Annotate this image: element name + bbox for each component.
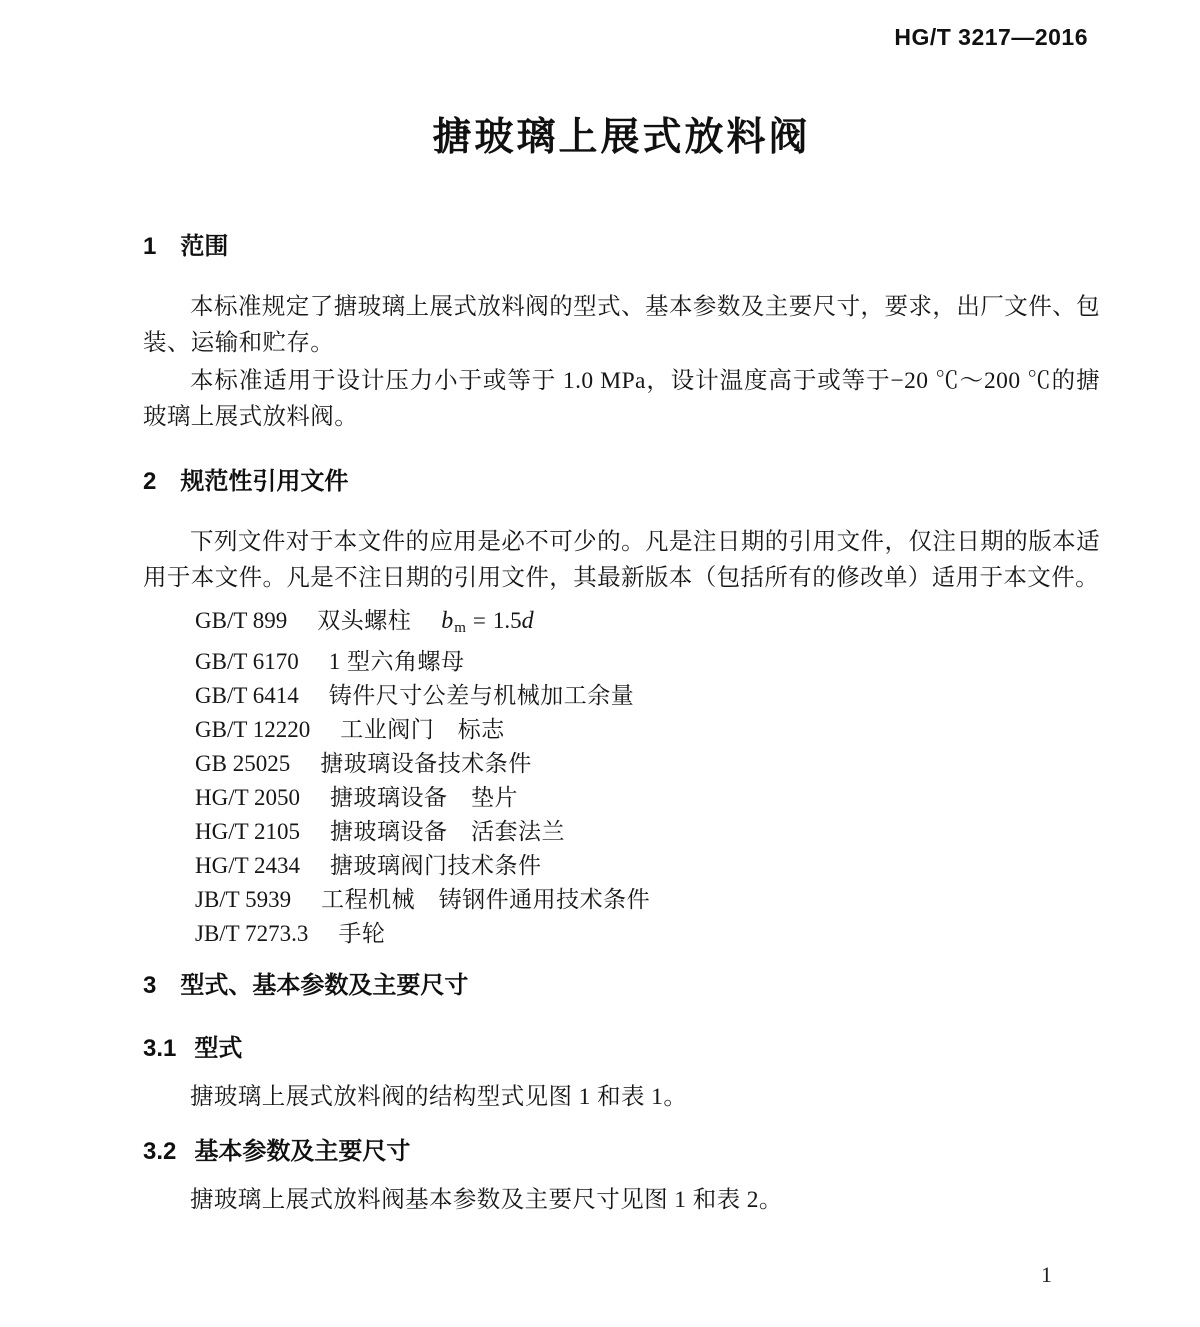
section-1-title: 范围	[180, 233, 229, 260]
section-3-1-paragraph: 搪玻璃上展式放料阀的结构型式见图 1 和表 1。	[190, 1084, 688, 1110]
reference-item	[195, 883, 1100, 917]
reference-code: GB/T 6170	[195, 649, 299, 674]
section-3-1-title: 型式	[194, 1035, 243, 1062]
section-2-intro: 下列文件对于本文件的应用是必不可少的。凡是注日期的引用文件，仅注日期的版本适用于本文件。凡是不注日期的引用文件，其最新版本（包括所有的修改单）适用于本文件。	[143, 529, 1100, 591]
reference-item	[195, 645, 1100, 679]
running-header	[143, 24, 1100, 51]
reference-code: JB/T 7273.3	[195, 921, 309, 946]
formula-variable: d	[521, 608, 534, 634]
reference-title: 双头螺柱	[317, 608, 412, 633]
formula-subscript: m	[454, 620, 466, 636]
reference-item	[195, 815, 1100, 849]
section-1-heading	[143, 226, 1100, 261]
reference-title: 搪玻璃设备技术条件	[320, 751, 532, 776]
formula-equals: =	[472, 608, 486, 633]
reference-code: GB/T 12220	[195, 717, 311, 742]
reference-code: GB/T 899	[195, 608, 288, 633]
reference-title: 工业阀门 标志	[340, 717, 505, 742]
reference-formula	[441, 608, 534, 636]
section-1-paragraph-1: 本标准规定了搪玻璃上展式放料阀的型式、基本参数及主要尺寸，要求，出厂文件、包装、运输和贮存。	[143, 294, 1100, 356]
section-3-title: 型式、基本参数及主要尺寸	[180, 972, 469, 999]
reference-item	[195, 849, 1100, 883]
section-3-2-title: 基本参数及主要尺寸	[194, 1138, 411, 1165]
reference-item	[195, 713, 1100, 747]
section-2-heading	[143, 461, 1100, 496]
reference-title: 搪玻璃设备 活套法兰	[330, 819, 565, 844]
reference-code: HG/T 2105	[195, 819, 300, 844]
reference-title: 1 型六角螺母	[328, 649, 465, 674]
section-3-heading	[143, 965, 1100, 1000]
section-3-1-heading	[143, 1028, 1100, 1063]
section-1-paragraph-2: 本标准适用于设计压力小于或等于 1.0 MPa，设计温度高于或等于−20 ℃～200 ℃的搪玻璃上展式放料阀。	[143, 368, 1100, 430]
reference-item	[195, 917, 1100, 951]
reference-code: JB/T 5939	[195, 887, 292, 912]
reference-code: GB/T 6414	[195, 683, 299, 708]
reference-item	[195, 679, 1100, 713]
reference-item	[195, 604, 1100, 645]
section-3-2-paragraph: 搪玻璃上展式放料阀基本参数及主要尺寸见图 1 和表 2。	[190, 1187, 783, 1213]
reference-code: HG/T 2050	[195, 785, 300, 810]
formula-variable: b	[441, 608, 454, 634]
section-1-number: 1	[143, 233, 157, 260]
reference-title: 工程机械 铸钢件通用技术条件	[321, 887, 651, 912]
standard-code: HG/T 3217—2016	[894, 24, 1088, 50]
reference-title: 搪玻璃设备 垫片	[330, 785, 518, 810]
section-3-2-heading	[143, 1131, 1100, 1166]
reference-code: HG/T 2434	[195, 853, 300, 878]
formula-value: 1.5	[492, 608, 522, 633]
section-2-number: 2	[143, 468, 157, 495]
reference-item	[195, 781, 1100, 815]
reference-title: 手轮	[338, 921, 386, 946]
page-number: 1	[1041, 1262, 1052, 1287]
normative-references-list	[143, 604, 1100, 951]
reference-title: 铸件尺寸公差与机械加工余量	[328, 683, 635, 708]
document-title: 搪玻璃上展式放料阀	[432, 116, 811, 159]
section-3-number: 3	[143, 972, 157, 999]
reference-title: 搪玻璃阀门技术条件	[330, 853, 542, 878]
section-2-title: 规范性引用文件	[180, 468, 349, 495]
section-3-2-number: 3.2	[143, 1138, 177, 1165]
reference-code: GB 25025	[195, 751, 291, 776]
reference-item	[195, 747, 1100, 781]
section-3-1-number: 3.1	[143, 1035, 177, 1062]
